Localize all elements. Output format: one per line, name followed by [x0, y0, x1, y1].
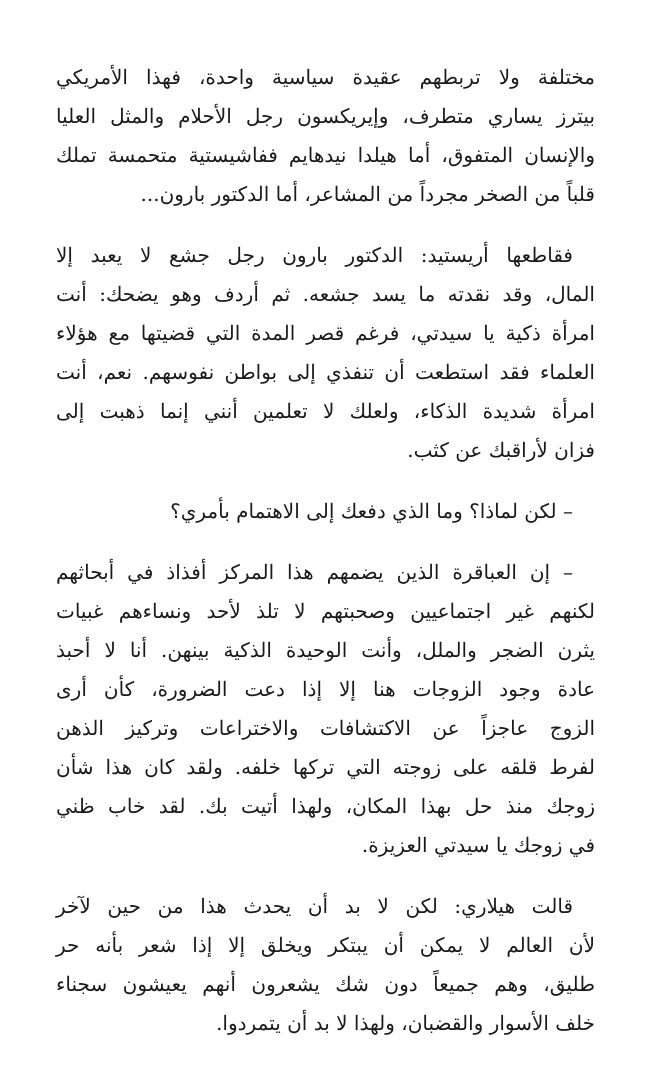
- text-line: امرأة ذكية يا سيدتي، فرغم قصر المدة التي قضيتها مع هؤلاء: [56, 321, 595, 345]
- text-line: لفرط قلقه على زوجته التي تركها خلفه. ولقد كان هذا شأن: [56, 755, 595, 779]
- text-line: قالت هيلاري: لكن لا بد أن يحدث هذا من حين لآخر: [56, 894, 574, 918]
- text-line: طليق، وهم جميعاً دون شك يشعرون أنهم يعيشون سجناء: [56, 972, 595, 996]
- text-line: فقاطعها أريستيد: الدكتور بارون رجل جشع لا يعبد إلا: [56, 243, 573, 267]
- text-line: والإنسان المتفوق، أما هيلدا نيدهايم ففاشيستية متحمسة تملك: [56, 143, 595, 167]
- text-line: العلماء فقد استطعت أن تنفذي إلى بواطن نفوسهم. نعم، أنت: [56, 360, 595, 384]
- text-line: مختلفة ولا تربطهم عقيدة سياسية واحدة، فهذا الأمريكي: [56, 65, 595, 89]
- text-line: لكنهم غير اجتماعيين وصحبتهم لا تلذ لأحد ونساءهم غبيات: [56, 599, 595, 623]
- text-line: يثرن الضجر والملل، وأنت الوحيدة الذكية بينهن. أنا لا أحبذ: [56, 638, 595, 662]
- text-line: قلباً من الصخر مجرداً من المشاعر، أما الدكتور بارون...: [140, 182, 595, 206]
- text-line: لأن العالم لا يمكن أن يبتكر ويخلق إلا إذا شعر بأنه حر: [56, 933, 595, 957]
- text-line: امرأة شديدة الذكاء، ولعلك لا تعلمين أنني إنما ذهبت إلى: [56, 399, 595, 423]
- paragraph-1: [56, 58, 595, 214]
- text-line: المال، وقد نقدته ما يسد جشعه. ثم أردف وهو يضحك: أنت: [56, 282, 595, 306]
- text-line: في زوجك يا سيدتي العزيزة.: [361, 833, 595, 857]
- paragraph-5: [56, 887, 595, 1043]
- text-line: فزان لأراقبك عن كثب.: [407, 438, 595, 462]
- text-line: – لكن لماذا؟ وما الذي دفعك إلى الاهتمام بأمري؟: [170, 499, 573, 523]
- text-line: زوجك منذ حل بهذا المكان، ولهذا أتيت بك. لقد خاب ظني: [56, 794, 595, 818]
- text-line: بيترز يساري متطرف، وإيريكسون رجل الأحلام والمثل العليا: [56, 104, 595, 128]
- text-line: عادة وجود الزوجات هنا إلا إذا دعت الضرورة، كأن أرى: [56, 677, 595, 701]
- text-line: – إن العباقرة الذين يضمهم هذا المركز أفذاذ في أبحاثهم: [56, 560, 573, 584]
- paragraph-3: [56, 492, 595, 531]
- book-page: [56, 58, 595, 1065]
- text-line: خلف الأسوار والقضبان، ولهذا لا بد أن يتمردوا.: [216, 1011, 595, 1035]
- paragraph-4: [56, 553, 595, 865]
- text-line: الزوج عاجزاً عن الاكتشافات والاختراعات وتركيز الذهن: [56, 716, 595, 740]
- paragraph-2: [56, 236, 595, 470]
